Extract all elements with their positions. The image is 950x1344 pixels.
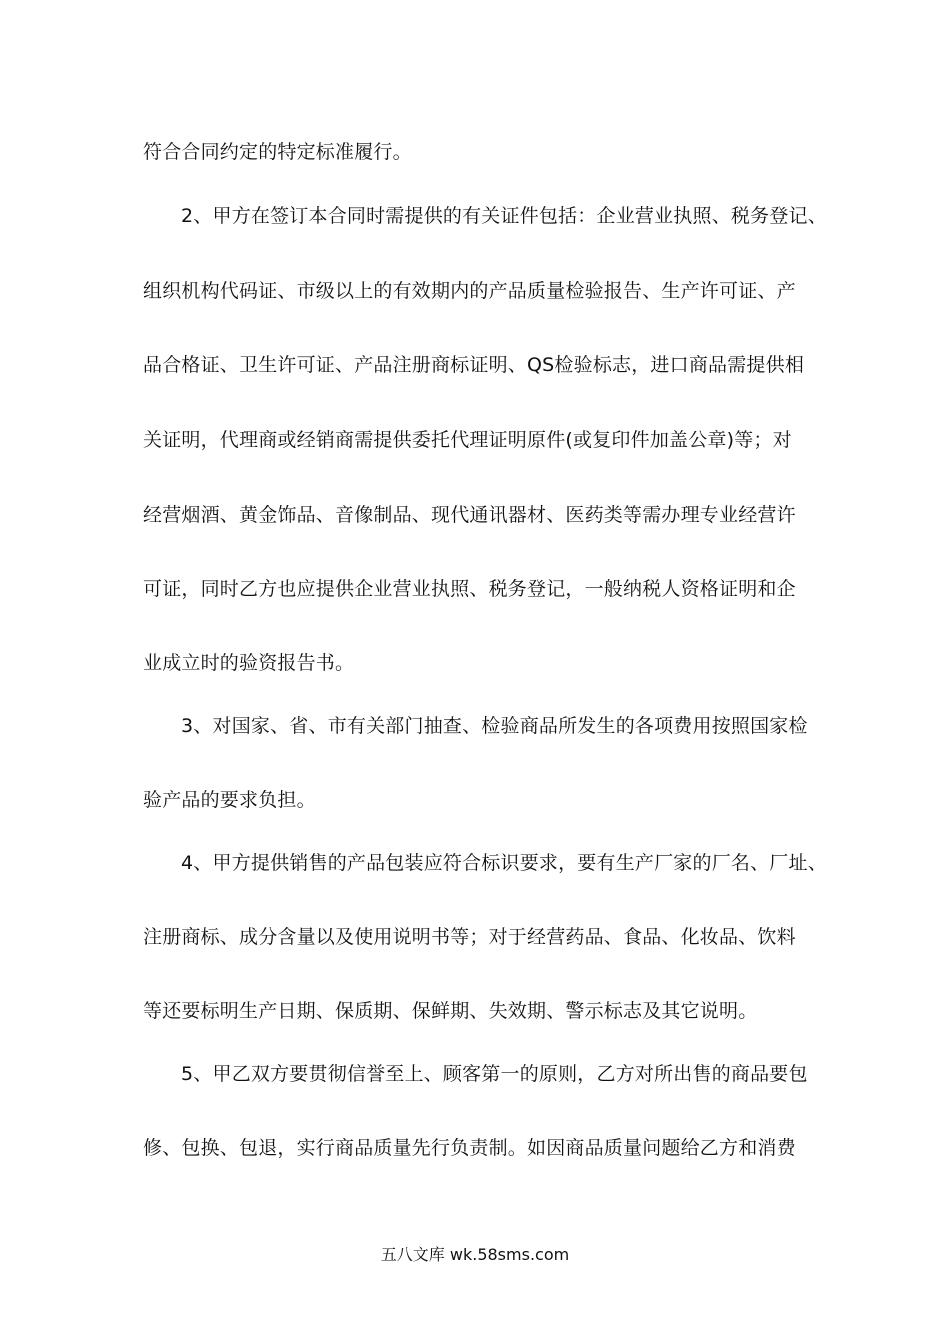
paragraph-4-line: 4、甲方提供销售的产品包装应符合标识要求，要有生产厂家的厂名、厂址、 (181, 852, 827, 874)
paragraph-2-line: 2、甲方在签订本合同时需提供的有关证件包括：企业营业执照、税务登记、 (181, 205, 827, 227)
text-line: 业成立时的验资报告书。 (143, 652, 355, 674)
footer-watermark: 五八文库 wk.58sms.com (380, 1245, 570, 1264)
text-line: 验产品的要求负担。 (143, 789, 316, 811)
text-line: 经营烟酒、黄金饰品、音像制品、现代通讯器材、医药类等需办理专业经营许 (143, 504, 796, 526)
text-line: 等还要标明生产日期、保质期、保鲜期、失效期、警示标志及其它说明。 (143, 1000, 758, 1022)
text-line: 关证明，代理商或经销商需提供委托代理证明原件(或复印件加盖公章)等；对 (143, 429, 792, 451)
text-line: 品合格证、卫生许可证、产品注册商标证明、QS检验标志，进口商品需提供相 (143, 354, 805, 376)
text-line: 可证，同时乙方也应提供企业营业执照、税务登记，一般纳税人资格证明和企 (143, 578, 796, 600)
paragraph-3-line: 3、对国家、省、市有关部门抽查、检验商品所发生的各项费用按照国家检 (181, 715, 808, 737)
text-line: 符合合同约定的特定标准履行。 (143, 141, 412, 163)
paragraph-5-line: 5、甲乙双方要贯彻信誉至上、顾客第一的原则，乙方对所出售的商品要包 (181, 1063, 808, 1085)
text-line: 注册商标、成分含量以及使用说明书等；对于经营药品、食品、化妆品、饮料 (143, 926, 796, 948)
text-line: 修、包换、包退，实行商品质量先行负责制。如因商品质量问题给乙方和消费 (143, 1137, 796, 1159)
text-line: 组织机构代码证、市级以上的有效期内的产品质量检验报告、生产许可证、产 (143, 280, 796, 302)
